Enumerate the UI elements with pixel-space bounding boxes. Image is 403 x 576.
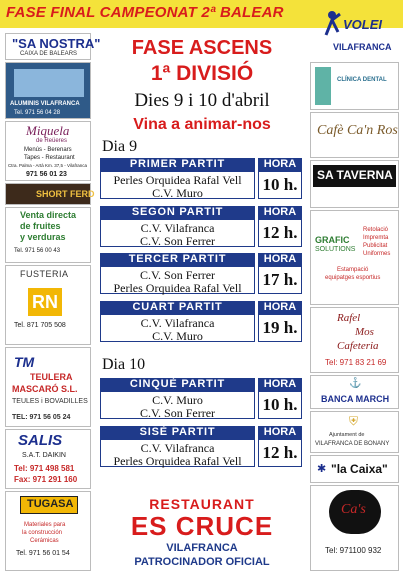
ad-phone: Tel. 971 56 01 54 bbox=[16, 550, 70, 557]
match-time: 19 h. bbox=[258, 314, 302, 342]
ad-phone: Tel. 971 56 00 43 bbox=[14, 248, 61, 254]
volei-town: VILAFRANCA bbox=[333, 42, 392, 52]
ad-miquela bbox=[5, 121, 91, 181]
logo-text: RN bbox=[32, 292, 58, 312]
ad-line: Publicitat bbox=[363, 243, 388, 249]
ad-clinica bbox=[310, 62, 399, 110]
ad-name: TEULERA bbox=[30, 372, 73, 382]
hora-label: HORA bbox=[258, 253, 302, 266]
home-team: C.V. Son Ferrer bbox=[139, 268, 216, 282]
ad-name: "la Caixa" bbox=[331, 462, 388, 476]
ad-sub: S.A.T. DAIKIN bbox=[22, 452, 66, 459]
ad-grafic bbox=[310, 210, 399, 305]
ad-name: Cafè Ca'n Ros bbox=[317, 123, 398, 138]
away-team: C.V. Muro bbox=[152, 329, 203, 343]
ad-line: Uniformes bbox=[363, 251, 391, 257]
match-time: 10 h. bbox=[258, 171, 302, 199]
ad-name: FUSTERIA bbox=[20, 269, 69, 279]
home-team: C.V. Muro bbox=[152, 393, 203, 407]
teams-box bbox=[100, 314, 255, 342]
ad-teulera bbox=[5, 347, 91, 427]
ad-line: la construcción bbox=[22, 530, 63, 536]
ad-cafe-can-ros bbox=[310, 112, 399, 158]
ad-name: BANCA MARCH bbox=[321, 394, 390, 404]
anchor-icon: ⚓ bbox=[349, 378, 362, 389]
ad-cafeteria bbox=[310, 307, 399, 373]
match-title: CINQUÈ PARTIT bbox=[100, 378, 255, 391]
ad-fusteria bbox=[5, 265, 91, 345]
match-title: SEGON PARTIT bbox=[100, 206, 255, 219]
ad-line: y verduras bbox=[20, 232, 66, 242]
match-time: 10 h. bbox=[258, 391, 302, 419]
ad-name: Rafel bbox=[337, 312, 361, 324]
ad-name: MASCARÓ S.L. bbox=[12, 384, 78, 394]
teams-box bbox=[100, 171, 255, 199]
home-team: C.V. Vilafranca bbox=[140, 221, 215, 235]
ad-name: CLÍNICA DENTAL bbox=[337, 77, 387, 83]
ad-name: Mos bbox=[355, 326, 374, 338]
match-title: CUART PARTIT bbox=[100, 301, 255, 314]
ad-banca-march bbox=[310, 375, 399, 409]
ad-name: SALIS bbox=[18, 432, 63, 449]
ad-name: Miquela bbox=[26, 123, 70, 138]
ad-name: "SA NOSTRA" bbox=[12, 36, 101, 51]
ad-phone: Tel: 971 498 581 bbox=[14, 464, 75, 473]
ad-name: Ca's bbox=[341, 502, 366, 517]
slogan: Vina a animar-nos bbox=[133, 116, 271, 133]
ad-line: Retolació bbox=[363, 227, 389, 233]
match-time: 12 h. bbox=[258, 219, 302, 247]
ad-sub: CAIXA DE BALEARS bbox=[20, 51, 78, 57]
ad-line: Materiales para bbox=[24, 522, 66, 528]
ad-line: equipatges esportius bbox=[325, 275, 381, 281]
ad-aluminis bbox=[5, 62, 91, 119]
ad-salis bbox=[5, 429, 91, 489]
match-title: PRIMER PARTIT bbox=[100, 158, 255, 171]
ad-line: Estampació bbox=[337, 267, 369, 273]
ad-phone: Tel: 971 83 21 69 bbox=[325, 358, 387, 367]
ad-cas bbox=[310, 485, 399, 571]
ad-name: SA TAVERNA bbox=[317, 168, 393, 182]
match-time: 17 h. bbox=[258, 266, 302, 294]
ad-tugasa bbox=[5, 491, 91, 571]
shield-icon: ⛨ bbox=[349, 414, 359, 428]
match-title: TERCER PARTIT bbox=[100, 253, 255, 266]
sponsor-town: VILAFRANCA bbox=[166, 542, 238, 554]
ad-sub: TEULES i BOVADILLES bbox=[12, 398, 88, 405]
hora-label: HORA bbox=[258, 301, 302, 314]
hora-label: HORA bbox=[258, 158, 302, 171]
ad-line: Cerámicas bbox=[30, 538, 59, 544]
clinic-image bbox=[315, 67, 331, 105]
ad-phone: 971 56 01 23 bbox=[26, 171, 67, 178]
ad-line: Impremta bbox=[363, 235, 389, 241]
sponsor-tagline: PATROCINADOR OFICIAL bbox=[134, 556, 270, 568]
rn-logo bbox=[28, 288, 62, 316]
teams-box bbox=[100, 219, 255, 247]
ad-name: ALUMINIS VILAFRANCA bbox=[10, 101, 80, 107]
teams-box bbox=[100, 266, 255, 294]
ad-name: SHORT FERD bbox=[36, 189, 95, 199]
ad-line: Ctra. Palma - Artà Km. 37,5 - Vilafranca bbox=[8, 163, 87, 168]
home-team: C.V. Vilafranca bbox=[140, 316, 215, 330]
day-label: Dia 9 bbox=[102, 138, 138, 155]
banner-title: FASE FINAL CAMPEONAT 2ª BALEAR bbox=[6, 4, 284, 21]
ad-phone: Tel. 971 56 04 28 bbox=[14, 110, 61, 116]
ad-line: de fruites bbox=[20, 221, 61, 231]
volleyball-player-icon bbox=[322, 10, 344, 36]
hora-label: HORA bbox=[258, 378, 302, 391]
hora-label: HORA bbox=[258, 206, 302, 219]
ad-name: GRAFIC bbox=[315, 235, 350, 245]
away-team: C.V. Son Ferrer bbox=[139, 406, 216, 420]
ad-la-caixa bbox=[310, 455, 399, 483]
ad-line: Venta directa bbox=[20, 210, 77, 220]
teams-box bbox=[100, 391, 255, 419]
ad-name: TUGASA bbox=[27, 498, 74, 510]
ad-fax: Fax: 971 291 160 bbox=[14, 475, 78, 484]
heading-division: 1ª DIVISIÓ bbox=[150, 62, 254, 85]
ad-line: VILAFRANCA DE BONANY bbox=[315, 441, 390, 447]
ad-sa-taverna bbox=[310, 160, 399, 208]
ad-short-ferd bbox=[5, 183, 95, 205]
away-team: C.V. Muro bbox=[152, 186, 203, 200]
ad-name: Cafeteria bbox=[337, 340, 379, 352]
match-title: SISÈ PARTIT bbox=[100, 426, 255, 439]
teams-box bbox=[100, 439, 255, 467]
ad-phone: Tel: 971100 932 bbox=[325, 546, 382, 555]
sponsor-line1: RESTAURANT bbox=[149, 496, 255, 512]
volei-name: VOLEI bbox=[343, 17, 383, 32]
match-time: 12 h. bbox=[258, 439, 302, 467]
ad-line: Ajuntament de bbox=[329, 432, 365, 438]
away-team: C.V. Son Ferrer bbox=[139, 234, 216, 248]
sponsor-name: ES CRUCE bbox=[130, 511, 274, 541]
away-team: Perles Orquidea Rafal Vell bbox=[113, 281, 242, 295]
dates: Dies 9 i 10 d'abril bbox=[134, 90, 270, 111]
ad-sa-nostra bbox=[5, 33, 101, 60]
day-label: Dia 10 bbox=[102, 356, 146, 373]
ad-phone: Tel. 871 705 508 bbox=[14, 322, 66, 329]
ad-fruites bbox=[5, 207, 91, 263]
tugasa-logo bbox=[20, 496, 78, 514]
home-team: C.V. Vilafranca bbox=[140, 441, 215, 455]
ad-phone: TEL: 971 56 05 24 bbox=[12, 414, 71, 421]
window-image bbox=[14, 69, 84, 97]
heading-fase-ascens: FASE ASCENS bbox=[131, 37, 273, 59]
ad-ajuntament bbox=[310, 411, 399, 453]
hora-label: HORA bbox=[258, 426, 302, 439]
ad-sub: SOLUTIONS bbox=[315, 246, 356, 253]
ad-sub: de Reüeres bbox=[36, 138, 68, 144]
star-icon: ✱ bbox=[317, 463, 327, 475]
home-team: Perles Orquidea Rafal Vell bbox=[113, 173, 242, 187]
away-team: Perles Orquidea Rafal Vell bbox=[113, 454, 242, 468]
ad-line: Tapes - Restaurant bbox=[24, 155, 75, 161]
teulera-logo: TM bbox=[14, 354, 35, 370]
ad-line: Menús - Berenars bbox=[24, 147, 72, 153]
